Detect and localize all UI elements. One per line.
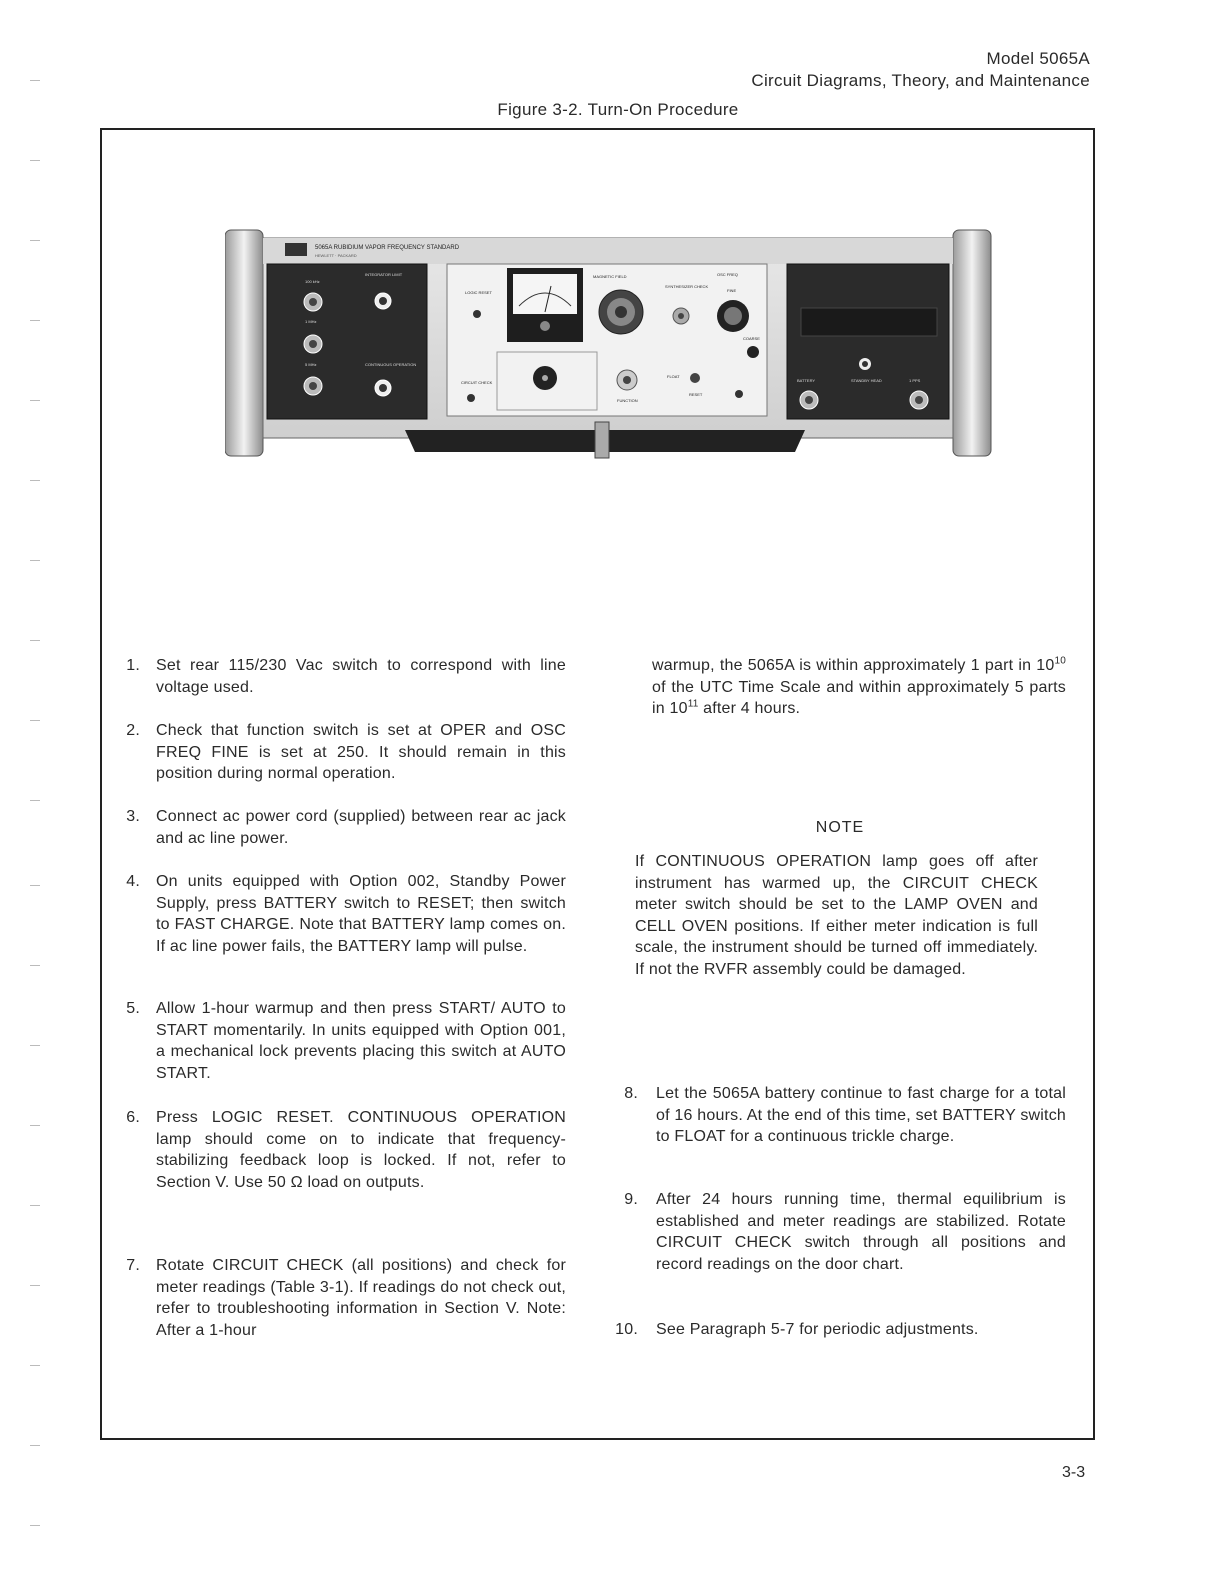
label-standby: STANDBY HEAD bbox=[851, 378, 882, 383]
label-function: FUNCTION bbox=[617, 398, 638, 403]
exponent-10: 10 bbox=[1054, 655, 1066, 667]
continuation-text-b: of the UTC Time Scale and within approximately 5 parts in 10 bbox=[652, 678, 1066, 717]
label-5mhz-left: 5 MHz bbox=[305, 362, 317, 367]
exponent-11: 11 bbox=[687, 698, 699, 710]
note-title: NOTE bbox=[815, 819, 865, 836]
step-text: Allow 1-hour warmup and then press START/ AUTO to START momentarily. In units equipped with Option 001, a mechanical lock prevents placing this switch at AUTO START. bbox=[156, 1000, 566, 1082]
label-magnetic-field: MAGNETIC FIELD bbox=[593, 274, 627, 279]
step-number: 6. bbox=[126, 1109, 140, 1126]
label-float: FLOAT bbox=[667, 374, 680, 379]
step-text: After 24 hours running time, thermal equilibrium is established and meter readings are stabilized. Rotate CIRCUIT CHECK switch through all positions and record readings on the door chart. bbox=[656, 1191, 1066, 1273]
label-fine: FINE bbox=[727, 288, 737, 293]
label-1mhz: 1 MHz bbox=[305, 319, 317, 324]
label-logic-reset: LOGIC RESET bbox=[465, 290, 492, 295]
step-7-continuation bbox=[652, 655, 1066, 720]
figure-title: Figure 3-2. Turn-On Procedure bbox=[497, 100, 739, 119]
step-text: See Paragraph 5-7 for periodic adjustments. bbox=[656, 1321, 979, 1338]
step-number: 4. bbox=[126, 873, 140, 890]
label-reset: RESET bbox=[689, 392, 703, 397]
label-battery: BATTERY bbox=[797, 378, 816, 383]
step-text: Let the 5065A battery continue to fast charge for a total of 16 hours. At the end of this time, set BATTERY switch to FLOAT for a continuous trickle charge. bbox=[656, 1085, 1066, 1145]
step-number: 5. bbox=[126, 1000, 140, 1017]
instrument-photo bbox=[225, 226, 995, 462]
step-text: Connect ac power cord (supplied) between rear ac jack and ac line power. bbox=[156, 808, 566, 847]
label-1pps: 1 PPS bbox=[909, 378, 921, 383]
step-number: 9. bbox=[624, 1191, 638, 1208]
step-text: On units equipped with Option 002, Standby Power Supply, press BATTERY switch to RESET; then switch to FAST CHARGE. Note that BATTERY lamp comes on. If ac line power fails, the BATTERY lamp will pulse. bbox=[156, 873, 566, 955]
step-number: 7. bbox=[126, 1257, 140, 1274]
label-osc-freq: OSC FREQ bbox=[717, 272, 738, 277]
step-text: Set rear 115/230 Vac switch to correspond with line voltage used. bbox=[156, 657, 566, 696]
step-number: 3. bbox=[126, 808, 140, 825]
step-number: 1. bbox=[126, 657, 140, 674]
step-number: 2. bbox=[126, 722, 140, 739]
step-text: Press LOGIC RESET. CONTINUOUS OPERATION lamp should come on to indicate that frequency-stabilizing feedback loop is locked. If not, refer to Section V. Use 50 Ω load on outputs. bbox=[156, 1109, 566, 1191]
step-number: 10. bbox=[615, 1321, 638, 1338]
note-body: If CONTINUOUS OPERATION lamp goes off after instrument has warmed up, the CIRCUIT CHECK meter switch should be set to the LAMP OVEN and CELL OVEN positions. If either meter indication is full scale, the instrument should be turned off immediately. If not the RVFR assembly could be damaged. bbox=[635, 853, 1038, 978]
label-synth-check: SYNTHESIZER CHECK bbox=[665, 284, 709, 289]
label-100khz: 100 kHz bbox=[305, 279, 320, 284]
label-continuous: CONTINUOUS OPERATION bbox=[365, 362, 417, 367]
label-coarse: COARSE bbox=[743, 336, 760, 341]
panel-title: 5065A RUBIDIUM VAPOR FREQUENCY STANDARD bbox=[315, 245, 460, 251]
header-model: Model 5065A bbox=[986, 49, 1090, 68]
step-number: 8. bbox=[624, 1085, 638, 1102]
continuation-text-c: after 4 hours. bbox=[698, 700, 801, 717]
label-integrator: INTEGRATOR LIMIT bbox=[365, 272, 403, 277]
header-manual-title: Circuit Diagrams, Theory, and Maintenance bbox=[751, 71, 1090, 90]
panel-brand: HEWLETT · PACKARD bbox=[315, 253, 357, 258]
step-text: Rotate CIRCUIT CHECK (all positions) and check for meter readings (Table 3-1). If readings do not check out, refer to troubleshooting information in Section V. Note: After a 1-hour bbox=[156, 1257, 566, 1339]
continuation-text-a: warmup, the 5065A is within approximately 1 part in 10 bbox=[652, 657, 1055, 674]
label-circuit-check: CIRCUIT CHECK bbox=[461, 380, 493, 385]
page-number: 3-3 bbox=[1062, 1464, 1086, 1481]
step-text: Check that function switch is set at OPER and OSC FREQ FINE is set at 250. It should remain in this position during normal operation. bbox=[156, 722, 566, 782]
